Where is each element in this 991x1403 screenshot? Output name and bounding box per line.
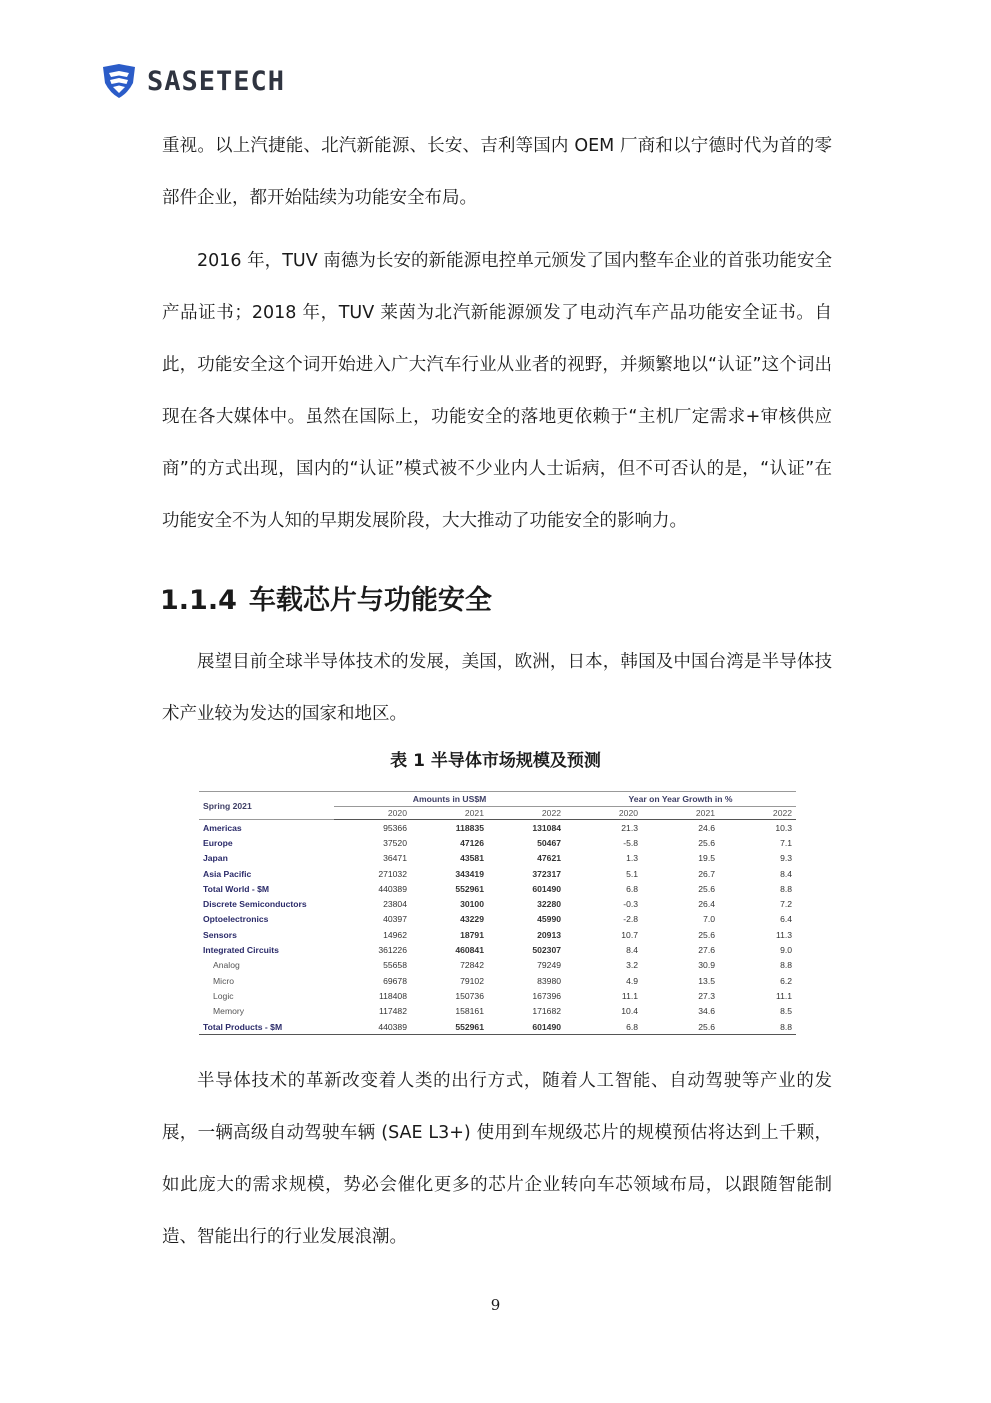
row-label: Discrete Semiconductors xyxy=(203,899,307,910)
table-cell: 440389 xyxy=(378,883,407,894)
paragraph-2: 2016 年，TUV 南德为长安的新能源电控单元颁发了国内整车企业的首张功能安全产品证书；2018 年，TUV 莱茵为北汽新能源颁发了电动汽车产品功能安全证书。自此，功能安全这个词开始进入广大汽车行业从业者的视野，并频繁地以“认证”这个词出现在各大媒体中。虽然在国际上，功能安全的落地更依赖于“主机厂定需求+审核供应商”的方式出现，国内的“认证”模式被不少业内人士诟病，但不可否认的是，“认证”在功能安全不为人知的早期发展阶段，大大推动了功能安全的影响力。 xyxy=(162,251,832,531)
row-label: Japan xyxy=(203,853,228,864)
table-cell: 27.6 xyxy=(698,945,716,956)
table-cell: 118835 xyxy=(455,822,484,833)
table-cell: 4.9 xyxy=(626,975,639,986)
table-cell: 150736 xyxy=(455,990,484,1001)
table-cell: 6.4 xyxy=(780,914,793,925)
header-amounts: Amounts in US$M xyxy=(334,792,565,807)
table-row xyxy=(199,820,796,836)
table-cell: 34.6 xyxy=(698,1006,716,1017)
row-label: Integrated Circuits xyxy=(203,945,279,956)
table-cell: 50467 xyxy=(537,837,562,848)
table-cell: 171682 xyxy=(532,1006,562,1017)
table-cell: 552961 xyxy=(411,1019,488,1035)
table-cell: 72842 xyxy=(460,960,484,971)
table-cell: 361226 xyxy=(378,945,407,956)
table-cell: 23804 xyxy=(383,899,407,910)
paragraph-4: 半导体技术的革新改变着人类的出行方式，随着人工智能、自动驾驶等产业的发展，一辆高级自动驾驶车辆 (SAE L3+) 使用到车规级芯片的规模预估将达到上千颗，如此庞大的需求规模，势必会催化更多的芯片企业转向车芯领域布局，以跟随智能制造、智能出行的行业发展浪潮。 xyxy=(162,1071,832,1247)
table-cell: 79249 xyxy=(537,960,562,971)
table-row xyxy=(199,866,796,881)
table-cell: 13.5 xyxy=(698,975,716,986)
table-cell: 1.3 xyxy=(626,853,639,864)
section-title: 车载芯片与功能安全 xyxy=(248,585,492,616)
table-cell: 460841 xyxy=(455,945,484,956)
table-cell: 7.2 xyxy=(780,899,793,910)
header-growth: Year on Year Growth in % xyxy=(565,792,796,807)
row-label: Sensors xyxy=(203,929,237,940)
table-cell: 6.8 xyxy=(565,1019,642,1035)
table-row xyxy=(199,1004,796,1019)
table-cell: -5.8 xyxy=(623,837,639,848)
company-logo xyxy=(100,61,285,101)
table-cell: 440389 xyxy=(334,1019,411,1035)
table-body xyxy=(199,820,796,1035)
table-cell: 8.4 xyxy=(780,868,793,879)
table-cell: 7.0 xyxy=(703,914,716,925)
table-row xyxy=(199,973,796,988)
year-header: 2022 xyxy=(488,807,565,820)
table-cell: 55658 xyxy=(383,960,407,971)
row-label: Logic xyxy=(213,990,234,1001)
table-cell: 24.6 xyxy=(698,822,716,833)
table-cell: 9.3 xyxy=(780,853,793,864)
table-cell: 6.8 xyxy=(626,883,639,894)
logo-text: SASETECH xyxy=(147,65,286,97)
table-cell: 10.7 xyxy=(621,929,639,940)
table-caption: 表 1 半导体市场规模及预测 xyxy=(390,751,601,771)
table-row xyxy=(199,896,796,911)
year-header: 2020 xyxy=(565,807,642,820)
section-number: 1.1.4 xyxy=(160,585,237,616)
table-cell: 372317 xyxy=(532,868,562,879)
table-cell: 7.1 xyxy=(780,837,793,848)
table-cell: 25.6 xyxy=(698,883,716,894)
table-cell: 343419 xyxy=(455,868,484,879)
table-row xyxy=(199,988,796,1003)
row-label: Micro xyxy=(213,975,235,986)
table-cell: 25.6 xyxy=(642,1019,719,1035)
table-cell: 36471 xyxy=(383,853,407,864)
table-cell: 95366 xyxy=(383,822,407,833)
table-cell: 8.8 xyxy=(719,1019,796,1035)
semiconductor-market-table xyxy=(199,791,796,1035)
row-label: Optoelectronics xyxy=(203,914,269,925)
table-cell: 117482 xyxy=(378,1006,407,1017)
table-corner-label: Spring 2021 xyxy=(199,792,334,820)
table-cell: 40397 xyxy=(383,914,407,925)
table-cell: 601490 xyxy=(532,883,562,894)
table-cell: 30100 xyxy=(460,899,484,910)
row-label: Americas xyxy=(203,822,242,833)
row-label: Analog xyxy=(213,960,240,971)
table-row xyxy=(199,942,796,957)
page-number: 9 xyxy=(490,1296,501,1314)
row-label: Memory xyxy=(213,1006,245,1017)
table-cell: 26.4 xyxy=(698,899,716,910)
table-cell: 118408 xyxy=(378,990,407,1001)
table-cell: -2.8 xyxy=(623,914,639,925)
table-row xyxy=(199,835,796,850)
table-cell: 5.1 xyxy=(626,868,639,879)
table-cell: 8.8 xyxy=(780,960,793,971)
table-cell: 11.3 xyxy=(775,929,793,940)
table-cell: 6.2 xyxy=(780,975,793,986)
table-row xyxy=(199,912,796,927)
row-label: Total World - $M xyxy=(203,883,270,894)
table-cell: 30.9 xyxy=(698,960,716,971)
table-row xyxy=(199,927,796,942)
table-cell: 502307 xyxy=(532,945,562,956)
table-cell: 37520 xyxy=(383,837,407,848)
table-row xyxy=(199,881,796,896)
table-cell: 69678 xyxy=(383,975,407,986)
table-row xyxy=(199,1019,796,1035)
year-header: 2021 xyxy=(411,807,488,820)
row-label: Europe xyxy=(203,837,233,848)
table-cell: 27.3 xyxy=(698,990,716,1001)
table-cell: 158161 xyxy=(455,1006,484,1017)
table-cell: 552961 xyxy=(455,883,484,894)
shield-logo-icon xyxy=(100,63,138,99)
year-header: 2022 xyxy=(719,807,796,820)
row-label: Asia Pacific xyxy=(203,868,252,879)
paragraph-1: 重视。以上汽捷能、北汽新能源、长安、吉利等国内 OEM 厂商和以宁德时代为首的零部件企业，都开始陆续为功能安全布局。 xyxy=(162,136,832,208)
table-cell: 131084 xyxy=(532,822,562,833)
section-heading xyxy=(160,578,492,617)
table-cell: 167396 xyxy=(532,990,562,1001)
table-row xyxy=(199,851,796,866)
table-cell: 47621 xyxy=(537,853,562,864)
table-cell: 8.5 xyxy=(780,1006,793,1017)
table-cell: 10.3 xyxy=(775,822,793,833)
table-cell: 21.3 xyxy=(621,822,639,833)
table-cell: 47126 xyxy=(460,837,484,848)
table-cell: 8.8 xyxy=(780,883,793,894)
table-cell: 9.0 xyxy=(780,945,793,956)
market-table-container xyxy=(199,791,796,1035)
table-cell: 43229 xyxy=(460,914,484,925)
table-cell: 19.5 xyxy=(698,853,716,864)
table-cell: 25.6 xyxy=(698,929,716,940)
table-cell: 43581 xyxy=(460,853,484,864)
table-cell: 8.4 xyxy=(626,945,639,956)
table-cell: 79102 xyxy=(460,975,484,986)
table-cell: 45990 xyxy=(537,914,562,925)
table-cell: 11.1 xyxy=(621,990,639,1001)
table-cell: 10.4 xyxy=(621,1006,639,1017)
table-cell: 20913 xyxy=(537,929,562,940)
table-cell: 601490 xyxy=(488,1019,565,1035)
table-cell: 14962 xyxy=(383,929,407,940)
table-cell: 3.2 xyxy=(626,960,639,971)
table-cell: -0.3 xyxy=(623,899,639,910)
paragraph-3: 展望目前全球半导体技术的发展，美国，欧洲，日本，韩国及中国台湾是半导体技术产业较为发达的国家和地区。 xyxy=(162,652,832,724)
table-cell: 83980 xyxy=(537,975,562,986)
table-cell: 25.6 xyxy=(698,837,716,848)
table-cell: 271032 xyxy=(378,868,407,879)
table-cell: 26.7 xyxy=(698,868,716,879)
table-row xyxy=(199,958,796,973)
row-label: Total Products - $M xyxy=(199,1019,334,1035)
year-header: 2021 xyxy=(642,807,719,820)
table-cell: 18791 xyxy=(460,929,484,940)
year-header: 2020 xyxy=(334,807,411,820)
table-cell: 32280 xyxy=(537,899,562,910)
table-cell: 11.1 xyxy=(775,990,793,1001)
